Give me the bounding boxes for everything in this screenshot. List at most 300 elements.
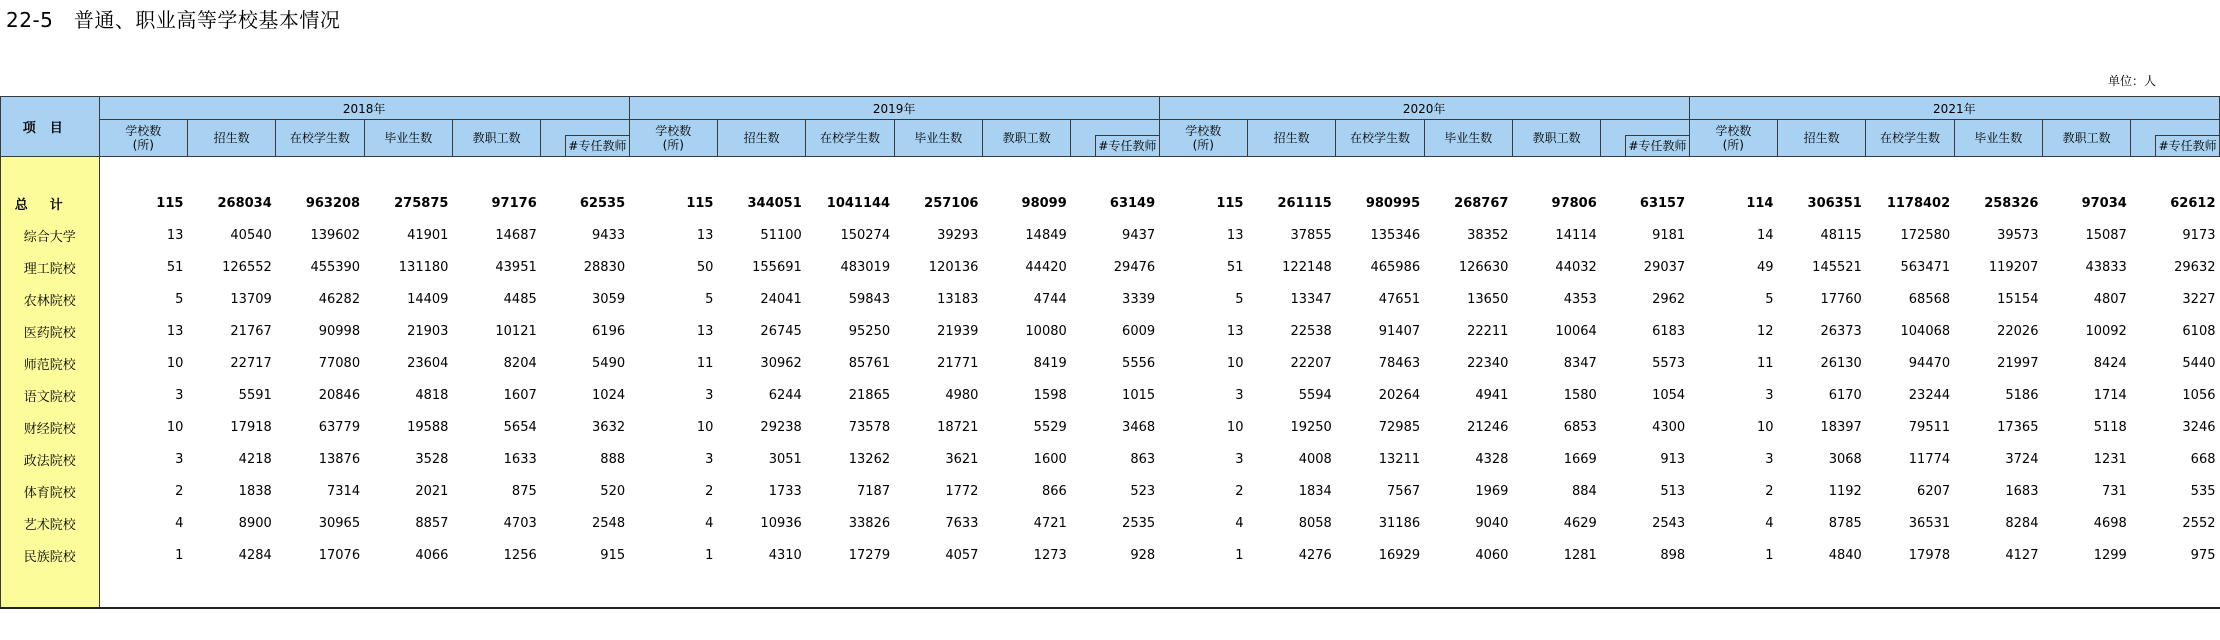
table-cell: 39573 (1997, 227, 2039, 243)
column-header: 招生数 (1777, 120, 1865, 157)
table-cell: 10 (1756, 419, 1774, 435)
table-cell: 22538 (1290, 323, 1332, 339)
table-cell: 3632 (592, 419, 626, 435)
column-header: #专任教师 (541, 120, 629, 157)
table-cell: 4127 (2005, 547, 2039, 563)
table-cell: 8284 (2005, 515, 2039, 531)
table-cell: 15087 (2085, 227, 2127, 243)
table-cell: 30965 (318, 515, 361, 531)
table-cell: 8857 (415, 515, 449, 531)
table-cell: 513 (1660, 483, 1686, 499)
table-cell: 9437 (1122, 227, 1156, 243)
row-label: 财经院校 (1, 411, 100, 443)
table-cell: 1683 (2005, 483, 2039, 499)
table-cell: 17918 (230, 419, 272, 435)
table-cell: 13262 (848, 451, 891, 467)
table-cell: 913 (1660, 451, 1686, 467)
unit-label: 单位：人 (2107, 74, 2156, 88)
table-cell: 4057 (945, 547, 979, 563)
table-cell: 3339 (1122, 291, 1156, 307)
table-cell: 1281 (1563, 547, 1597, 563)
table-cell: 5556 (1122, 355, 1156, 371)
table-cell: 3227 (2182, 291, 2216, 307)
table-cell: 5118 (2093, 419, 2127, 435)
year-header: 2021年 (1689, 97, 2219, 120)
table-cell: 523 (1130, 483, 1156, 499)
table-cell: 26373 (1820, 323, 1862, 339)
table-cell: 10 (166, 419, 184, 435)
table-cell: 6196 (592, 323, 626, 339)
table-cell: 5 (1765, 291, 1774, 307)
table-cell: 928 (1130, 547, 1156, 563)
table-cell: 268034 (217, 195, 272, 211)
row-label: 综合大学 (1, 219, 100, 251)
column-header: 在校学生数 (806, 120, 894, 157)
table-cell: 120136 (928, 259, 979, 275)
table-cell: 275875 (394, 195, 449, 211)
table-cell: 8058 (1298, 515, 1332, 531)
table-cell: 48115 (1820, 227, 1862, 243)
table-cell: 2 (705, 483, 714, 499)
table-cell: 15154 (1997, 291, 2039, 307)
table-cell: 21939 (937, 323, 979, 339)
table-cell: 5440 (2182, 355, 2216, 371)
column-header: 教职工数 (452, 120, 540, 157)
table-cell: 5573 (1652, 355, 1686, 371)
table-cell: 261115 (1277, 195, 1332, 211)
column-header: 教职工数 (2042, 120, 2130, 157)
table-cell: 257106 (924, 195, 979, 211)
table-cell: 13 (1226, 227, 1244, 243)
column-header: 学校数 (所) (1689, 120, 1777, 157)
table-cell: 126630 (1458, 259, 1509, 275)
table-cell: 5 (175, 291, 184, 307)
table-cell: 5490 (592, 355, 626, 371)
table-cell: 4300 (1652, 419, 1686, 435)
table-cell: 4060 (1475, 547, 1509, 563)
table-cell: 20846 (318, 387, 361, 403)
table-cell: 21865 (848, 387, 891, 403)
table-cell: 3 (175, 451, 184, 467)
column-header: 教职工数 (1512, 120, 1600, 157)
table-cell: 1231 (2093, 451, 2127, 467)
column-header: 招生数 (717, 120, 805, 157)
table-cell: 4807 (2093, 291, 2127, 307)
table-cell: 7314 (327, 483, 361, 499)
table-cell: 22026 (1997, 323, 2039, 339)
year-header: 2019年 (629, 97, 1159, 120)
table-cell: 8900 (238, 515, 272, 531)
column-header: #专任教师 (2131, 120, 2220, 157)
table-cell: 4328 (1475, 451, 1509, 467)
table-cell: 41901 (407, 227, 449, 243)
table-row (1, 315, 2220, 347)
table-cell: 3059 (592, 291, 626, 307)
table-cell: 22340 (1467, 355, 1509, 371)
table-cell: 3621 (945, 451, 979, 467)
table-cell: 3 (175, 387, 184, 403)
table-cell: 1838 (238, 483, 272, 499)
table-cell: 3724 (2005, 451, 2039, 467)
year-header: 2018年 (99, 97, 629, 120)
table-cell: 29476 (1113, 259, 1156, 275)
table-cell: 1633 (503, 451, 537, 467)
row-label: 理工院校 (1, 251, 100, 283)
table-cell: 150274 (840, 227, 891, 243)
table-cell: 1598 (1033, 387, 1067, 403)
table-cell: 7187 (857, 483, 891, 499)
table-cell: 455390 (310, 259, 361, 275)
table-cell: 4 (1235, 515, 1244, 531)
table-cell: 46282 (318, 291, 361, 307)
table-cell: 21771 (937, 355, 979, 371)
table-cell: 10080 (1025, 323, 1067, 339)
column-header: 招生数 (1247, 120, 1335, 157)
table-cell: 44420 (1025, 259, 1067, 275)
table-cell: 59843 (848, 291, 891, 307)
table-row (1, 411, 2220, 443)
table-cell: 18397 (1820, 419, 1862, 435)
table-cell: 4276 (1298, 547, 1332, 563)
table-cell: 17076 (318, 547, 361, 563)
table-cell: 10064 (1555, 323, 1597, 339)
label-spacer (1, 157, 100, 188)
table-cell: 31186 (1378, 515, 1421, 531)
table-cell: 14687 (495, 227, 537, 243)
table-cell: 4008 (1298, 451, 1332, 467)
table-cell: 91407 (1378, 323, 1421, 339)
table-cell: 14849 (1025, 227, 1067, 243)
column-header: 学校数 (所) (629, 120, 717, 157)
table-cell: 172580 (1900, 227, 1951, 243)
table-cell: 11 (696, 355, 714, 371)
table-cell: 21997 (1997, 355, 2039, 371)
row-label: 医药院校 (1, 315, 100, 347)
table-cell: 5186 (2005, 387, 2039, 403)
row-label: 政法院校 (1, 443, 100, 475)
table-cell: 13183 (937, 291, 979, 307)
table-cell: 28830 (583, 259, 626, 275)
row-label: 民族院校 (1, 539, 100, 571)
table-cell: 29037 (1643, 259, 1686, 275)
table-cell: 22207 (1290, 355, 1332, 371)
table-cell: 51 (1226, 259, 1244, 275)
table-cell: 62535 (579, 195, 626, 211)
table-cell: 1024 (592, 387, 626, 403)
table-cell: 4 (1765, 515, 1774, 531)
table-cell: 888 (600, 451, 626, 467)
table-cell: 6108 (2182, 323, 2216, 339)
column-header: #专任教师 (1071, 120, 1159, 157)
table-cell: 9173 (2182, 227, 2216, 243)
table-cell: 3 (705, 387, 714, 403)
table-cell: 122148 (1282, 259, 1332, 275)
table-cell: 13 (166, 323, 184, 339)
table-cell: 4703 (503, 515, 537, 531)
row-label: 师范院校 (1, 347, 100, 379)
table-cell: 344051 (747, 195, 802, 211)
table-cell: 20264 (1378, 387, 1421, 403)
table-cell: 866 (1041, 483, 1067, 499)
table-cell: 8204 (503, 355, 537, 371)
table-cell: 29238 (760, 419, 802, 435)
table-row (1, 475, 2220, 507)
table-cell: 2021 (415, 483, 449, 499)
table-cell: 62612 (2170, 195, 2216, 211)
item-column-header: 项目 (1, 97, 100, 157)
table-cell: 258326 (1984, 195, 2039, 211)
table-cell: 63779 (318, 419, 361, 435)
table-cell: 5 (1235, 291, 1244, 307)
table-cell: 898 (1660, 547, 1686, 563)
table-cell: 7567 (1387, 483, 1421, 499)
table-cell: 4840 (1828, 547, 1862, 563)
table-cell: 115 (1216, 195, 1244, 211)
table-cell: 72985 (1378, 419, 1421, 435)
table-row (1, 507, 2220, 539)
table-cell: 97034 (2081, 195, 2127, 211)
table-row (1, 251, 2220, 283)
column-header: 毕业生数 (364, 120, 452, 157)
table-cell: 915 (600, 547, 626, 563)
table-cell: 95250 (848, 323, 891, 339)
table-cell: 863 (1130, 451, 1156, 467)
table-cell: 43833 (2085, 259, 2127, 275)
table-cell: 17365 (1997, 419, 2039, 435)
table-cell: 85761 (848, 355, 891, 371)
table-cell: 119207 (1988, 259, 2039, 275)
table-cell: 135346 (1370, 227, 1421, 243)
table-cell: 13 (696, 323, 714, 339)
table-cell: 19250 (1290, 419, 1332, 435)
table-cell: 36531 (1908, 515, 1951, 531)
table-cell: 4310 (768, 547, 802, 563)
table-cell: 21246 (1467, 419, 1509, 435)
table-cell: 47651 (1378, 291, 1421, 307)
table-cell: 131180 (398, 259, 449, 275)
table-cell: 16929 (1378, 547, 1421, 563)
table-cell: 68568 (1908, 291, 1951, 307)
table-cell: 22211 (1467, 323, 1509, 339)
table-cell: 145521 (1812, 259, 1862, 275)
table-cell: 90998 (318, 323, 361, 339)
table-cell: 4980 (945, 387, 979, 403)
column-header: 在校学生数 (1866, 120, 1954, 157)
table-cell: 13211 (1378, 451, 1421, 467)
table-cell: 6244 (768, 387, 802, 403)
table-cell: 19588 (407, 419, 449, 435)
year-header: 2020年 (1159, 97, 1689, 120)
table-cell: 13 (1226, 323, 1244, 339)
column-header: 学校数 (所) (99, 120, 187, 157)
table-cell: 98099 (1021, 195, 1067, 211)
table-cell: 43951 (495, 259, 537, 275)
table-cell: 668 (2190, 451, 2216, 467)
table-cell: 5591 (238, 387, 272, 403)
column-header: 在校学生数 (276, 120, 364, 157)
table-cell: 79511 (1908, 419, 1951, 435)
table-cell: 1 (1235, 547, 1244, 563)
table-cell: 520 (600, 483, 626, 499)
table-cell: 10121 (495, 323, 537, 339)
table-cell: 114 (1746, 195, 1774, 211)
column-header: 教职工数 (982, 120, 1070, 157)
table-cell: 1733 (768, 483, 802, 499)
table-cell: 563471 (1900, 259, 1951, 275)
table-cell: 268767 (1454, 195, 1509, 211)
column-header: 学校数 (所) (1159, 120, 1247, 157)
table-cell: 104068 (1900, 323, 1951, 339)
table-cell: 4 (705, 515, 714, 531)
table-cell: 975 (2190, 547, 2216, 563)
table-cell: 1669 (1563, 451, 1597, 467)
table-row (1, 539, 2220, 571)
spacer (99, 571, 2219, 608)
table-cell: 1299 (2093, 547, 2127, 563)
table-cell: 4066 (415, 547, 449, 563)
table-cell: 5529 (1033, 419, 1067, 435)
table-cell: 30962 (760, 355, 802, 371)
table-cell: 51100 (760, 227, 802, 243)
table-cell: 10936 (760, 515, 802, 531)
table-cell: 40540 (230, 227, 272, 243)
table-cell: 875 (511, 483, 537, 499)
table-cell: 2543 (1652, 515, 1686, 531)
table-cell: 29632 (2174, 259, 2216, 275)
table-cell: 5654 (503, 419, 537, 435)
table-cell: 21767 (230, 323, 272, 339)
table-cell: 6183 (1652, 323, 1686, 339)
table-cell: 126552 (222, 259, 272, 275)
table-cell: 23604 (407, 355, 449, 371)
table-cell: 1607 (503, 387, 537, 403)
table-cell: 8419 (1033, 355, 1067, 371)
row-label: 农林院校 (1, 283, 100, 315)
row-label: 语文院校 (1, 379, 100, 411)
table-cell: 12 (1756, 323, 1774, 339)
table-cell: 13709 (230, 291, 272, 307)
table-cell: 1178402 (1886, 195, 1951, 211)
stats-table (0, 96, 2220, 609)
table-cell: 3 (1235, 451, 1244, 467)
table-cell: 39293 (937, 227, 979, 243)
table-cell: 10 (696, 419, 714, 435)
table-cell: 4941 (1475, 387, 1509, 403)
page-title: 22-5 普通、职业高等学校基本情况 (6, 8, 341, 32)
table-cell: 49 (1756, 259, 1774, 275)
table-cell: 10 (1226, 355, 1244, 371)
table-cell: 4629 (1563, 515, 1597, 531)
table-cell: 963208 (305, 195, 361, 211)
table-cell: 884 (1571, 483, 1597, 499)
table-cell: 21903 (407, 323, 449, 339)
column-header: #专任教师 (1601, 120, 1689, 157)
row-label: 总计 (1, 187, 100, 219)
table-cell: 5594 (1298, 387, 1332, 403)
table-cell: 5 (705, 291, 714, 307)
table-cell: 1192 (1828, 483, 1862, 499)
table-cell: 6853 (1563, 419, 1597, 435)
table-cell: 4485 (503, 291, 537, 307)
table-cell: 3528 (415, 451, 449, 467)
column-header: 毕业生数 (1954, 120, 2042, 157)
label-spacer (1, 571, 100, 608)
table-cell: 9040 (1475, 515, 1509, 531)
table-cell: 1 (175, 547, 184, 563)
table-cell: 139602 (310, 227, 361, 243)
table-cell: 50 (696, 259, 714, 275)
table-cell: 4284 (238, 547, 272, 563)
table-cell: 22717 (230, 355, 272, 371)
table-cell: 23244 (1908, 387, 1951, 403)
table-cell: 9181 (1652, 227, 1686, 243)
table-cell: 78463 (1378, 355, 1421, 371)
table-cell: 115 (156, 195, 184, 211)
table-cell: 1580 (1563, 387, 1597, 403)
table-cell: 4721 (1033, 515, 1067, 531)
table-cell: 26130 (1820, 355, 1862, 371)
table-cell: 7633 (945, 515, 979, 531)
table-cell: 2552 (2182, 515, 2216, 531)
table-cell: 1054 (1652, 387, 1686, 403)
table-cell: 3 (1765, 451, 1774, 467)
table-cell: 11774 (1908, 451, 1951, 467)
table-cell: 1 (1765, 547, 1774, 563)
table-cell: 63157 (1639, 195, 1686, 211)
column-header: 在校学生数 (1336, 120, 1424, 157)
table-cell: 1600 (1033, 451, 1067, 467)
table-cell: 14409 (407, 291, 449, 307)
table-cell: 51 (166, 259, 184, 275)
table-cell: 4744 (1033, 291, 1067, 307)
table-cell: 26745 (760, 323, 802, 339)
table-cell: 3068 (1828, 451, 1862, 467)
table-cell: 10092 (2085, 323, 2127, 339)
table-cell: 13347 (1290, 291, 1332, 307)
table-cell: 3051 (768, 451, 802, 467)
table-cell: 3468 (1122, 419, 1156, 435)
table-cell: 38352 (1467, 227, 1509, 243)
table-cell: 73578 (848, 419, 891, 435)
table-cell: 3 (1765, 387, 1774, 403)
table-cell: 535 (2190, 483, 2216, 499)
table-cell: 4353 (1563, 291, 1597, 307)
table-cell: 8347 (1563, 355, 1597, 371)
table-cell: 6009 (1122, 323, 1156, 339)
table-cell: 731 (2101, 483, 2127, 499)
spacer (99, 157, 2219, 188)
table-cell: 1772 (945, 483, 979, 499)
table-row (1, 379, 2220, 411)
table-cell: 1969 (1475, 483, 1509, 499)
table-cell: 1 (705, 547, 714, 563)
table-row (1, 283, 2220, 315)
table-row (1, 443, 2220, 475)
table-cell: 1015 (1122, 387, 1156, 403)
table-cell: 10 (1226, 419, 1244, 435)
table-cell: 1714 (2093, 387, 2127, 403)
table-cell: 8785 (1828, 515, 1862, 531)
table-cell: 37855 (1290, 227, 1332, 243)
table-cell: 1256 (503, 547, 537, 563)
table-cell: 3 (705, 451, 714, 467)
row-label: 艺术院校 (1, 507, 100, 539)
table-cell: 1041144 (826, 195, 891, 211)
table-cell: 8424 (2093, 355, 2127, 371)
table-cell: 2535 (1122, 515, 1156, 531)
table-cell: 14114 (1555, 227, 1597, 243)
table-row (1, 187, 2220, 219)
